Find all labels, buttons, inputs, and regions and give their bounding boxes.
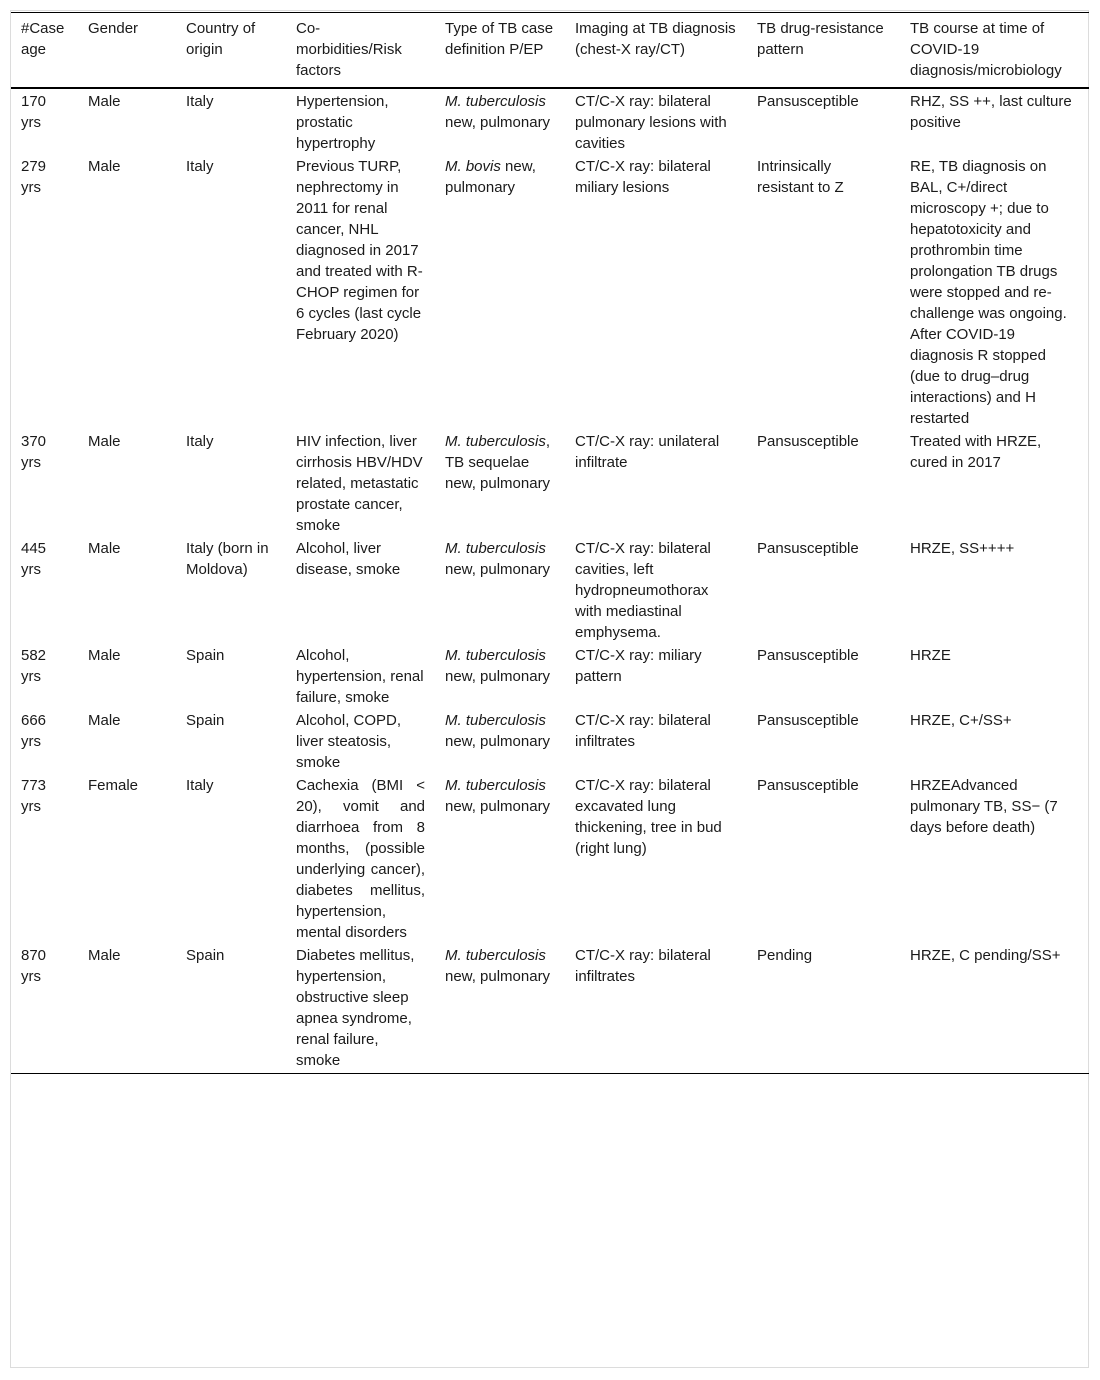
table-row xyxy=(11,88,1089,154)
table-row xyxy=(11,708,1089,773)
cell-gender: Male xyxy=(88,433,121,450)
tb-case-definition: new, pulmonary xyxy=(445,158,536,196)
cell-course: HRZE, C pending/SS+ xyxy=(900,943,1089,1074)
tb-species-name: M. bovis xyxy=(445,158,501,175)
header-course: TB course at time of COVID-19 diagnosis/microbiology xyxy=(900,13,1089,89)
cell-comorbidities: Diabetes mellitus, hypertension, obstructive sleep apnea syndrome, renal failure, smoke xyxy=(286,943,435,1074)
cell-gender: Male xyxy=(88,647,121,664)
cell-country: Italy xyxy=(186,158,214,175)
cell-gender: Male xyxy=(78,943,176,1074)
cell-gender: Male xyxy=(88,540,121,557)
cell-case-age: 773 yrs xyxy=(21,777,47,815)
tb-species-name: M. tuberculosis xyxy=(445,712,546,729)
tb-species-name: M. tuberculosis xyxy=(445,647,546,664)
cell-country: Spain xyxy=(186,712,225,729)
tb-case-definition: , TB sequelae new, pulmonary xyxy=(445,433,551,492)
cell-course: HRZE, SS++++ xyxy=(910,540,1015,557)
tb-species-name: M. tuberculosis xyxy=(445,947,546,964)
cell-country: Spain xyxy=(176,943,286,1074)
cell-country: Italy (born in Moldova) xyxy=(186,540,269,578)
cell-comorbidities: Cachexia (BMI < 20), vomit and diarrhoea from 8 months, (possible underlying cancer), diabetes mellitus, hypertension, mental disorders xyxy=(296,777,425,941)
cell-imaging: CT/C-X ray: bilateral miliary lesions xyxy=(575,158,711,196)
cell-tb-type xyxy=(435,429,565,536)
cell-country: Italy xyxy=(186,777,214,794)
cell-case-age: 666 yrs xyxy=(21,712,47,750)
cell-resistance: Pansusceptible xyxy=(757,712,859,729)
cell-tb-type xyxy=(435,773,565,943)
cell-comorbidities: Alcohol, liver disease, smoke xyxy=(296,540,401,578)
cell-tb-type xyxy=(435,154,565,429)
cell-course: HRZEAdvanced pulmonary TB, SS− (7 days before death) xyxy=(910,777,1058,836)
cell-comorbidities: Previous TURP, nephrectomy in 2011 for renal cancer, NHL diagnosed in 2017 and treated with R-CHOP regimen for 6 cycles (last cycle February 2020) xyxy=(296,158,423,343)
cell-resistance: Pansusceptible xyxy=(757,777,859,794)
table-row xyxy=(11,429,1089,536)
cell-comorbidities: HIV infection, liver cirrhosis HBV/HDV related, metastatic prostate cancer, smoke xyxy=(296,433,423,534)
tb-species-name: M. tuberculosis xyxy=(445,433,546,450)
cell-gender: Male xyxy=(88,158,121,175)
tb-species-name: M. tuberculosis xyxy=(445,540,546,557)
header-tb-type: Type of TB case definition P/EP xyxy=(435,13,565,89)
cell-tb-type xyxy=(435,943,565,1074)
cell-tb-type xyxy=(435,708,565,773)
cell-tb-type xyxy=(435,536,565,643)
cell-case-age: 370 yrs xyxy=(21,433,47,471)
header-country: Country of origin xyxy=(176,13,286,89)
cell-tb-type xyxy=(435,88,565,154)
table-row xyxy=(11,154,1089,429)
header-case-age: #Case age xyxy=(11,13,78,89)
cell-imaging: CT/C-X ray: unilateral infiltrate xyxy=(575,433,720,471)
header-comorbidities: Co-morbidities/Risk factors xyxy=(286,13,435,89)
header-imaging: Imaging at TB diagnosis (chest-X ray/CT) xyxy=(565,13,747,89)
tb-case-definition: new, pulmonary xyxy=(445,114,551,131)
cell-case-age: 279 yrs xyxy=(21,158,47,196)
cell-imaging: CT/C-X ray: bilateral infiltrates xyxy=(565,943,747,1074)
cell-course: HRZE xyxy=(910,647,951,664)
tb-case-definition: new, pulmonary xyxy=(445,798,551,815)
tb-case-definition: new, pulmonary xyxy=(445,668,551,685)
cell-comorbidities: Alcohol, hypertension, renal failure, smoke xyxy=(296,647,424,706)
cell-gender: Male xyxy=(88,93,121,110)
tb-case-definition: new, pulmonary xyxy=(445,733,551,750)
table-row xyxy=(11,943,1089,1074)
cell-course: RHZ, SS ++, last culture positive xyxy=(910,93,1072,131)
header-gender: Gender xyxy=(78,13,176,89)
cell-gender: Female xyxy=(88,777,139,794)
cell-course: HRZE, C+/SS+ xyxy=(910,712,1012,729)
table-row xyxy=(11,773,1089,943)
cell-case-age: 445 yrs xyxy=(21,540,47,578)
cell-resistance: Pansusceptible xyxy=(757,647,859,664)
cell-imaging: CT/C-X ray: miliary pattern xyxy=(575,647,702,685)
cell-case-age: 870 yrs xyxy=(11,943,78,1074)
cell-course: RE, TB diagnosis on BAL, C+/direct microscopy +; due to hepatotoxicity and prothrombin time prolongation TB drugs were stopped and re-challenge was ongoing. After COVID-19 diagnosis R stopped (due to drug–drug interactions) and H restarted xyxy=(910,158,1067,427)
cell-resistance: Pansusceptible xyxy=(757,540,859,557)
cell-resistance: Pansusceptible xyxy=(757,93,859,110)
tb-case-definition: new, pulmonary xyxy=(445,561,551,578)
cell-course: Treated with HRZE, cured in 2017 xyxy=(910,433,1042,471)
cell-imaging: CT/C-X ray: bilateral pulmonary lesions with cavities xyxy=(575,93,727,152)
table-body xyxy=(11,88,1089,1074)
cell-comorbidities: Alcohol, COPD, liver steatosis, smoke xyxy=(296,712,402,771)
table-row xyxy=(11,643,1089,708)
cell-case-age: 170 yrs xyxy=(21,93,47,131)
cell-country: Italy xyxy=(186,93,214,110)
table-header-row xyxy=(11,13,1089,89)
cell-imaging: CT/C-X ray: bilateral infiltrates xyxy=(575,712,711,750)
cell-country: Italy xyxy=(186,433,214,450)
cell-tb-type xyxy=(435,643,565,708)
header-resistance: TB drug-resistance pattern xyxy=(747,13,900,89)
tb-species-name: M. tuberculosis xyxy=(445,93,546,110)
tb-species-name: M. tuberculosis xyxy=(445,777,546,794)
cell-resistance: Pansusceptible xyxy=(757,433,859,450)
cell-case-age: 582 yrs xyxy=(21,647,47,685)
cell-imaging: CT/C-X ray: bilateral excavated lung thickening, tree in bud (right lung) xyxy=(575,777,722,857)
tb-case-definition: new, pulmonary xyxy=(445,968,551,985)
cell-gender: Male xyxy=(88,712,121,729)
cell-country: Spain xyxy=(186,647,225,664)
tb-covid-cases-table xyxy=(11,12,1089,1074)
cell-comorbidities: Hypertension, prostatic hypertrophy xyxy=(296,93,389,152)
cell-resistance: Intrinsically resistant to Z xyxy=(757,158,844,196)
cell-resistance: Pending xyxy=(747,943,900,1074)
table-row xyxy=(11,536,1089,643)
cell-imaging: CT/C-X ray: bilateral cavities, left hydropneumothorax with mediastinal emphysema. xyxy=(575,540,711,641)
